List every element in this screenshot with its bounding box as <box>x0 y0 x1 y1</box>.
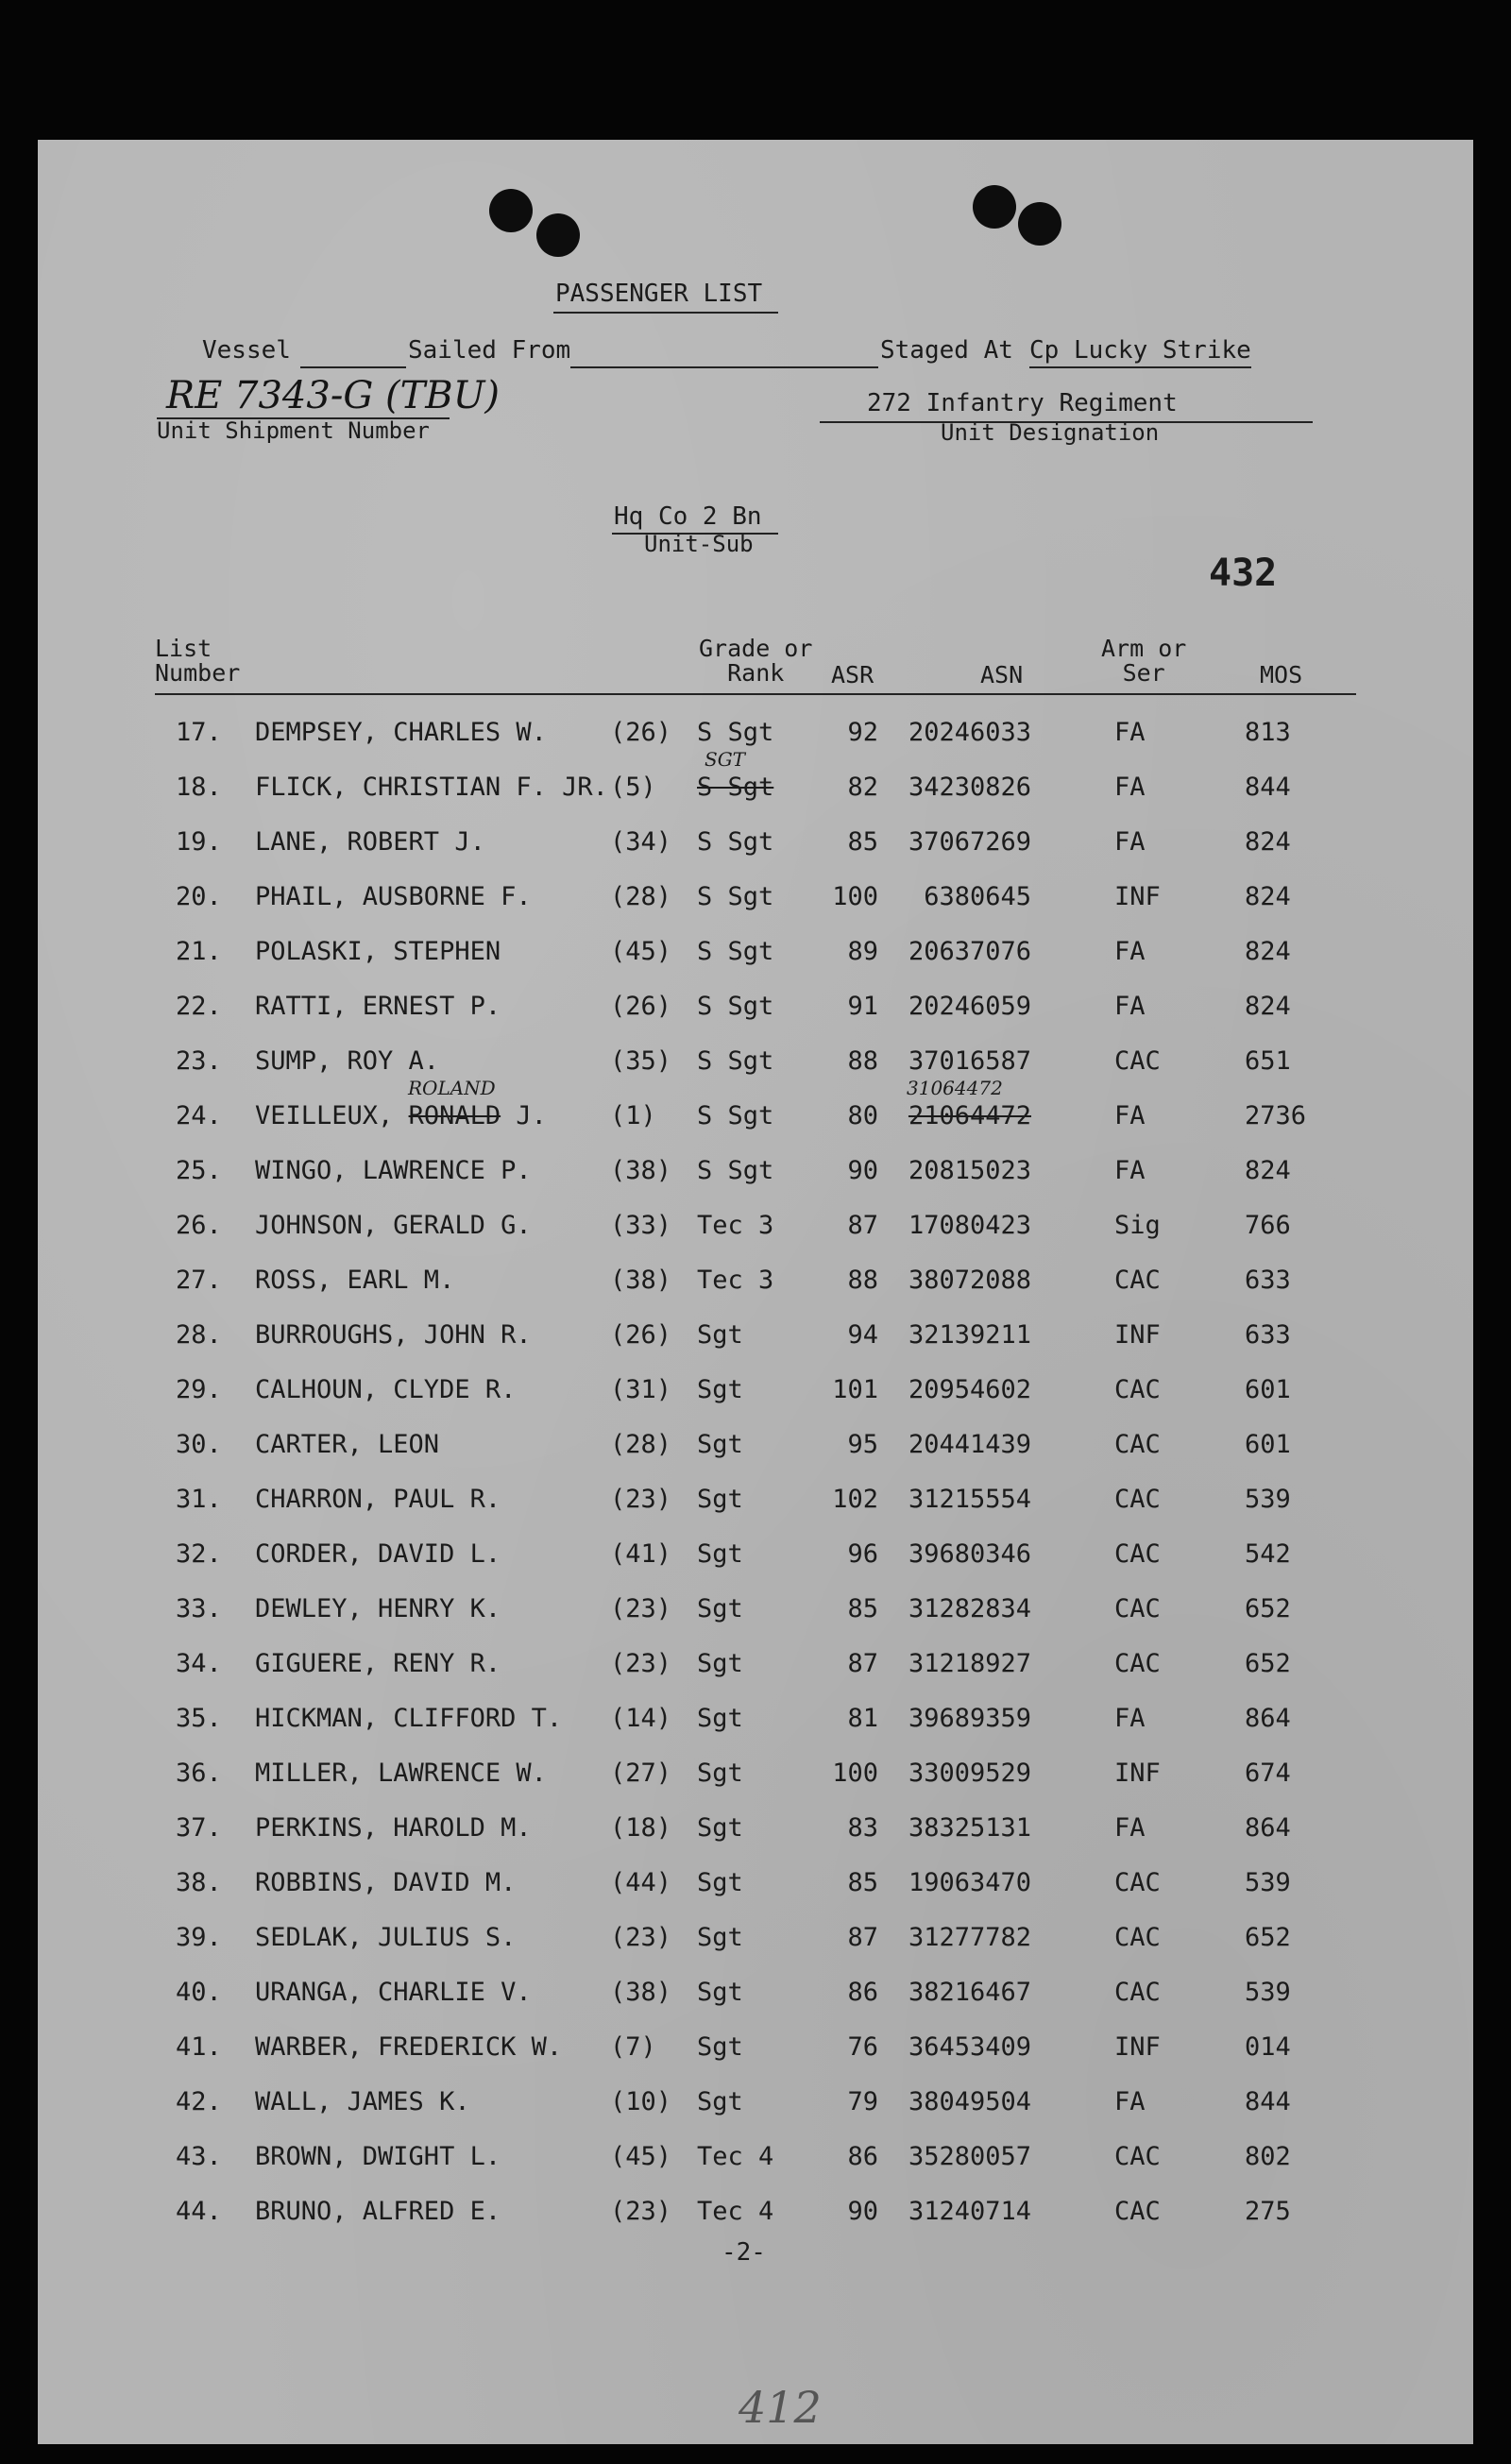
age: (7) <box>610 2032 656 2062</box>
asr-score: 85 <box>847 1868 878 1897</box>
grade-rank: Tec 4 <box>697 2197 774 2226</box>
vessel-label: Vessel <box>202 336 291 365</box>
age: (44) <box>610 1868 672 1897</box>
army-serial-number: 38216467 <box>908 1978 1031 2007</box>
arm-or-service: INF <box>1114 1759 1161 1788</box>
passenger-name: CORDER, DAVID L. <box>255 1539 501 1569</box>
asr-score: 85 <box>847 1594 878 1623</box>
passenger-name: WALL, JAMES K. <box>255 2087 470 2116</box>
asr-score: 88 <box>847 1046 878 1076</box>
asr-score: 82 <box>847 773 878 802</box>
age: (34) <box>610 827 672 857</box>
army-serial-number: 39680346 <box>908 1539 1031 1569</box>
list-number: 42. <box>176 2087 222 2116</box>
asn-handwritten-correction: 31064472 <box>907 1077 1003 1099</box>
asr-score: 90 <box>847 2197 878 2226</box>
passenger-name: RATTI, ERNEST P. <box>255 992 501 1021</box>
list-number: 34. <box>176 1649 222 1678</box>
table-row <box>0 1485 1511 1522</box>
asr-score: 100 <box>832 882 878 911</box>
list-number: 29. <box>176 1375 222 1404</box>
mos-code: 813 <box>1245 718 1291 747</box>
list-number: 44. <box>176 2197 222 2226</box>
table-row <box>0 1923 1511 1961</box>
arm-or-service: FA <box>1114 2087 1146 2116</box>
name-part: VEILLEUX, <box>255 1101 409 1130</box>
asr-score: 92 <box>847 718 878 747</box>
sailed-from-field-line <box>570 366 878 368</box>
grade-rank: S Sgt <box>697 992 774 1021</box>
army-serial-number: 20815023 <box>908 1156 1031 1185</box>
army-serial-number: 38049504 <box>908 2087 1031 2116</box>
passenger-name: LANE, ROBERT J. <box>255 827 485 857</box>
arm-or-service: CAC <box>1114 1375 1161 1404</box>
army-serial-number: 31218927 <box>908 1649 1031 1678</box>
mos-code: 674 <box>1245 1759 1291 1788</box>
grade-rank: Sgt <box>697 1649 743 1678</box>
army-serial-number: 32139211 <box>908 1320 1031 1350</box>
arm-or-service: CAC <box>1114 2197 1161 2226</box>
arm-or-service: CAC <box>1114 2142 1161 2171</box>
table-row <box>0 1156 1511 1194</box>
arm-or-service: INF <box>1114 1320 1161 1350</box>
table-row <box>0 1077 1511 1139</box>
army-serial-number: 36453409 <box>908 2032 1031 2062</box>
unit-shipment-number-value: RE 7343-G (TBU) <box>166 374 501 417</box>
asr-score: 79 <box>847 2087 878 2116</box>
passenger-name: CHARRON, PAUL R. <box>255 1485 501 1514</box>
table-row <box>0 1868 1511 1906</box>
passenger-name: PHAIL, AUSBORNE F. <box>255 882 532 911</box>
sailed-from-label: Sailed From <box>408 336 571 365</box>
asr-score: 90 <box>847 1156 878 1185</box>
grade-rank: Sgt <box>697 1813 743 1843</box>
punch-hole <box>536 213 580 257</box>
passenger-name: SEDLAK, JULIUS S. <box>255 1923 517 1952</box>
arm-or-service: FA <box>1114 1813 1146 1843</box>
punch-hole <box>1018 202 1061 246</box>
army-serial-number: 20954602 <box>908 1375 1031 1404</box>
arm-or-service: INF <box>1114 882 1161 911</box>
unit-sub-value: Hq Co 2 Bn <box>614 502 762 531</box>
list-number: 40. <box>176 1978 222 2007</box>
mos-code: 2736 <box>1245 1101 1307 1130</box>
passenger-name: ROSS, EARL M. <box>255 1266 455 1295</box>
grade-rank: S Sgt <box>697 937 774 966</box>
list-number: 18. <box>176 773 222 802</box>
asr-score: 87 <box>847 1923 878 1952</box>
passenger-name: WARBER, FREDERICK W. <box>255 2032 563 2062</box>
staged-at-label: Staged At <box>880 336 1013 365</box>
grade-rank: S Sgt <box>697 827 774 857</box>
mos-code: 539 <box>1245 1485 1291 1514</box>
list-number: 32. <box>176 1539 222 1569</box>
mos-code: 824 <box>1245 1156 1291 1185</box>
mos-code: 633 <box>1245 1266 1291 1295</box>
table-row <box>0 1430 1511 1468</box>
asr-score: 95 <box>847 1430 878 1459</box>
vessel-field-line <box>300 366 406 368</box>
table-row <box>0 1759 1511 1796</box>
age: (33) <box>610 1211 672 1240</box>
age: (27) <box>610 1759 672 1788</box>
grade-rank: Sgt <box>697 1485 743 1514</box>
arm-or-service: CAC <box>1114 1266 1161 1295</box>
army-serial-number: 21064472 <box>908 1101 1031 1130</box>
age: (38) <box>610 1978 672 2007</box>
grade-rank: Tec 3 <box>697 1266 774 1295</box>
passenger-name: URANGA, CHARLIE V. <box>255 1978 532 2007</box>
grade-rank: Sgt <box>697 2032 743 2062</box>
list-number: 22. <box>176 992 222 1021</box>
list-number: 37. <box>176 1813 222 1843</box>
passenger-name: ROBBINS, DAVID M. <box>255 1868 517 1897</box>
punch-hole <box>489 189 533 232</box>
asr-score: 100 <box>832 1759 878 1788</box>
table-row <box>0 2032 1511 2070</box>
page-stamp-number: 432 <box>1209 552 1278 595</box>
army-serial-number: 35280057 <box>908 2142 1031 2171</box>
mos-code: 652 <box>1245 1923 1291 1952</box>
passenger-name: BURROUGHS, JOHN R. <box>255 1320 532 1350</box>
army-serial-number: 20441439 <box>908 1430 1031 1459</box>
grade-rank: S Sgt <box>697 1101 774 1130</box>
asr-score: 96 <box>847 1539 878 1569</box>
asr-score: 80 <box>847 1101 878 1130</box>
mos-code: 824 <box>1245 937 1291 966</box>
grade-rank: S Sgt <box>697 882 774 911</box>
grade-rank: Sgt <box>697 1923 743 1952</box>
table-row <box>0 1266 1511 1303</box>
passenger-name: BROWN, DWIGHT L. <box>255 2142 501 2171</box>
arm-or-service: FA <box>1114 1101 1146 1130</box>
age: (31) <box>610 1375 672 1404</box>
arm-or-service: CAC <box>1114 1430 1161 1459</box>
table-row <box>0 1649 1511 1687</box>
army-serial-number: 34230826 <box>908 773 1031 802</box>
table-row <box>0 748 1511 810</box>
grade-rank: Sgt <box>697 1978 743 2007</box>
passenger-name <box>255 1101 547 1130</box>
table-row <box>0 2142 1511 2180</box>
unit-shipment-number-label: Unit Shipment Number <box>157 417 430 444</box>
army-serial-number: 38325131 <box>908 1813 1031 1843</box>
list-number: 25. <box>176 1156 222 1185</box>
col-header-mos: MOS <box>1260 661 1303 688</box>
mos-code: 601 <box>1245 1375 1291 1404</box>
name-handwritten-correction: ROLAND <box>408 1077 496 1099</box>
age: (14) <box>610 1704 672 1733</box>
asr-score: 91 <box>847 992 878 1021</box>
passenger-name: WINGO, LAWRENCE P. <box>255 1156 532 1185</box>
age: (28) <box>610 882 672 911</box>
mos-code: 824 <box>1245 827 1291 857</box>
grade-rank: Sgt <box>697 1539 743 1569</box>
table-row <box>0 1320 1511 1358</box>
arm-or-service: FA <box>1114 827 1146 857</box>
army-serial-number: 37016587 <box>908 1046 1031 1076</box>
mos-code: 864 <box>1245 1704 1291 1733</box>
age: (26) <box>610 718 672 747</box>
arm-or-service: CAC <box>1114 1978 1161 2007</box>
arm-or-service: FA <box>1114 937 1146 966</box>
list-number: 33. <box>176 1594 222 1623</box>
list-number: 19. <box>176 827 222 857</box>
mos-code: 633 <box>1245 1320 1291 1350</box>
list-number: 31. <box>176 1485 222 1514</box>
army-serial-number: 37067269 <box>908 827 1031 857</box>
passenger-name: MILLER, LAWRENCE W. <box>255 1759 547 1788</box>
list-number: 30. <box>176 1430 222 1459</box>
arm-or-service: CAC <box>1114 1485 1161 1514</box>
army-serial-number: 19063470 <box>908 1868 1031 1897</box>
table-row <box>0 1539 1511 1577</box>
army-serial-number: 20637076 <box>908 937 1031 966</box>
age: (38) <box>610 1266 672 1295</box>
age: (18) <box>610 1813 672 1843</box>
list-number: 24. <box>176 1101 222 1130</box>
arm-or-service: FA <box>1114 1156 1146 1185</box>
list-number: 21. <box>176 937 222 966</box>
mos-code: 014 <box>1245 2032 1291 2062</box>
passenger-name: DEWLEY, HENRY K. <box>255 1594 501 1623</box>
unit-designation-value: 272 Infantry Regiment <box>867 389 1178 417</box>
arm-or-service: CAC <box>1114 1539 1161 1569</box>
header-rule <box>155 693 1356 695</box>
age: (23) <box>610 1594 672 1623</box>
punch-hole <box>973 185 1016 229</box>
asr-score: 85 <box>847 827 878 857</box>
mos-code: 539 <box>1245 1868 1291 1897</box>
age: (1) <box>610 1101 656 1130</box>
list-number: 23. <box>176 1046 222 1076</box>
asr-score: 81 <box>847 1704 878 1733</box>
arm-or-service: FA <box>1114 1704 1146 1733</box>
army-serial-number: 20246033 <box>908 718 1031 747</box>
grade-rank: Sgt <box>697 1704 743 1733</box>
table-row <box>0 1704 1511 1742</box>
col-header-asn: ASN <box>980 661 1024 688</box>
army-serial-number: 39689359 <box>908 1704 1031 1733</box>
list-number: 41. <box>176 2032 222 2062</box>
asr-score: 87 <box>847 1211 878 1240</box>
col-header-arm-or-ser: Arm or Ser <box>1101 635 1187 687</box>
grade-rank: Sgt <box>697 1868 743 1897</box>
asr-score: 83 <box>847 1813 878 1843</box>
grade-rank: Sgt <box>697 1594 743 1623</box>
army-serial-number: 20246059 <box>908 992 1031 1021</box>
army-serial-number: 31215554 <box>908 1485 1031 1514</box>
arm-or-service: Sig <box>1114 1211 1161 1240</box>
mos-code: 864 <box>1245 1813 1291 1843</box>
unit-designation-label: Unit Designation <box>941 419 1160 446</box>
army-serial-number: 31240714 <box>908 2197 1031 2226</box>
grade-rank: S Sgt <box>697 1046 774 1076</box>
mos-code: 844 <box>1245 773 1291 802</box>
list-number: 27. <box>176 1266 222 1295</box>
mos-code: 601 <box>1245 1430 1291 1459</box>
asr-score: 86 <box>847 1978 878 2007</box>
asr-score: 76 <box>847 2032 878 2062</box>
passenger-name: PERKINS, HAROLD M. <box>255 1813 532 1843</box>
title-underline <box>553 312 778 314</box>
age: (23) <box>610 1485 672 1514</box>
col-header-grade: Grade or Rank <box>699 635 813 687</box>
list-number: 39. <box>176 1923 222 1952</box>
table-row <box>0 1375 1511 1413</box>
arm-or-service: FA <box>1114 718 1146 747</box>
age: (23) <box>610 2197 672 2226</box>
passenger-name: BRUNO, ALFRED E. <box>255 2197 501 2226</box>
army-serial-number: 31277782 <box>908 1923 1031 1952</box>
table-row <box>0 827 1511 865</box>
arm-or-service: FA <box>1114 773 1146 802</box>
grade-rank: S Sgt <box>697 718 774 747</box>
table-row <box>0 1813 1511 1851</box>
staged-at-value: Cp Lucky Strike <box>1029 336 1251 368</box>
grade-rank: S Sgt <box>697 1156 774 1185</box>
table-row <box>0 1046 1511 1084</box>
col-header-asr: ASR <box>831 661 874 688</box>
passenger-name: JOHNSON, GERALD G. <box>255 1211 532 1240</box>
table-row <box>0 937 1511 975</box>
mos-code: 652 <box>1245 1649 1291 1678</box>
passenger-name: POLASKI, STEPHEN <box>255 937 501 966</box>
grade-rank: Sgt <box>697 1320 743 1350</box>
age: (5) <box>610 773 656 802</box>
table-row <box>0 2087 1511 2125</box>
age: (28) <box>610 1430 672 1459</box>
asr-score: 101 <box>832 1375 878 1404</box>
passenger-name: CARTER, LEON <box>255 1430 440 1459</box>
age: (45) <box>610 2142 672 2171</box>
army-serial-number: 31282834 <box>908 1594 1031 1623</box>
list-number: 35. <box>176 1704 222 1733</box>
arm-or-service: FA <box>1114 992 1146 1021</box>
grade-rank: Sgt <box>697 1430 743 1459</box>
age: (26) <box>610 992 672 1021</box>
arm-or-service: CAC <box>1114 1923 1161 1952</box>
mos-code: 824 <box>1245 882 1291 911</box>
arm-or-service: CAC <box>1114 1649 1161 1678</box>
passenger-name: GIGUERE, RENY R. <box>255 1649 501 1678</box>
passenger-name: SUMP, ROY A. <box>255 1046 440 1076</box>
table-row <box>0 2197 1511 2235</box>
mos-code: 766 <box>1245 1211 1291 1240</box>
asr-score: 102 <box>832 1485 878 1514</box>
army-serial-number: 38072088 <box>908 1266 1031 1295</box>
mos-code: 539 <box>1245 1978 1291 2007</box>
asr-score: 87 <box>847 1649 878 1678</box>
arm-or-service: CAC <box>1114 1594 1161 1623</box>
table-row <box>0 1594 1511 1632</box>
mos-code: 844 <box>1245 2087 1291 2116</box>
table-row <box>0 882 1511 920</box>
passenger-name: CALHOUN, CLYDE R. <box>255 1375 517 1404</box>
handwritten-page-number: 412 <box>739 2382 822 2433</box>
passenger-name: DEMPSEY, CHARLES W. <box>255 718 547 747</box>
list-number: 36. <box>176 1759 222 1788</box>
army-serial-number: 33009529 <box>908 1759 1031 1788</box>
list-number: 26. <box>176 1211 222 1240</box>
age: (35) <box>610 1046 672 1076</box>
mos-code: 824 <box>1245 992 1291 1021</box>
grade-rank: Sgt <box>697 1375 743 1404</box>
arm-or-service: CAC <box>1114 1046 1161 1076</box>
grade-handwritten-correction: SGT <box>705 748 746 771</box>
struck-name-part: RONALD <box>408 1101 501 1130</box>
age: (26) <box>610 1320 672 1350</box>
table-row <box>0 992 1511 1029</box>
col-header-list-number: List Number <box>155 635 241 687</box>
mos-code: 652 <box>1245 1594 1291 1623</box>
name-part: J. <box>501 1101 547 1130</box>
grade-rank: Tec 3 <box>697 1211 774 1240</box>
age: (23) <box>610 1649 672 1678</box>
grade-rank: S Sgt <box>697 773 774 802</box>
list-number: 20. <box>176 882 222 911</box>
list-number: 38. <box>176 1868 222 1897</box>
table-row <box>0 718 1511 756</box>
army-serial-number: 6380645 <box>924 882 1031 911</box>
grade-rank: Sgt <box>697 1759 743 1788</box>
army-serial-number: 17080423 <box>908 1211 1031 1240</box>
arm-or-service: INF <box>1114 2032 1161 2062</box>
page-title: PASSENGER LIST <box>555 280 763 308</box>
passenger-name: FLICK, CHRISTIAN F. JR. <box>255 773 608 802</box>
age: (41) <box>610 1539 672 1569</box>
age: (10) <box>610 2087 672 2116</box>
arm-or-service: CAC <box>1114 1868 1161 1897</box>
age: (45) <box>610 937 672 966</box>
asr-score: 94 <box>847 1320 878 1350</box>
page-number: -2- <box>722 2238 766 2267</box>
age: (23) <box>610 1923 672 1952</box>
list-number: 28. <box>176 1320 222 1350</box>
mos-code: 651 <box>1245 1046 1291 1076</box>
passenger-name: HICKMAN, CLIFFORD T. <box>255 1704 563 1733</box>
asr-score: 89 <box>847 937 878 966</box>
unit-sub-label: Unit-Sub <box>644 531 754 557</box>
table-row <box>0 1211 1511 1249</box>
list-number: 17. <box>176 718 222 747</box>
mos-code: 542 <box>1245 1539 1291 1569</box>
age: (38) <box>610 1156 672 1185</box>
mos-code: 275 <box>1245 2197 1291 2226</box>
grade-rank: Sgt <box>697 2087 743 2116</box>
mos-code: 802 <box>1245 2142 1291 2171</box>
asr-score: 88 <box>847 1266 878 1295</box>
table-row <box>0 1978 1511 2015</box>
list-number: 43. <box>176 2142 222 2171</box>
grade-rank: Tec 4 <box>697 2142 774 2171</box>
asr-score: 86 <box>847 2142 878 2171</box>
